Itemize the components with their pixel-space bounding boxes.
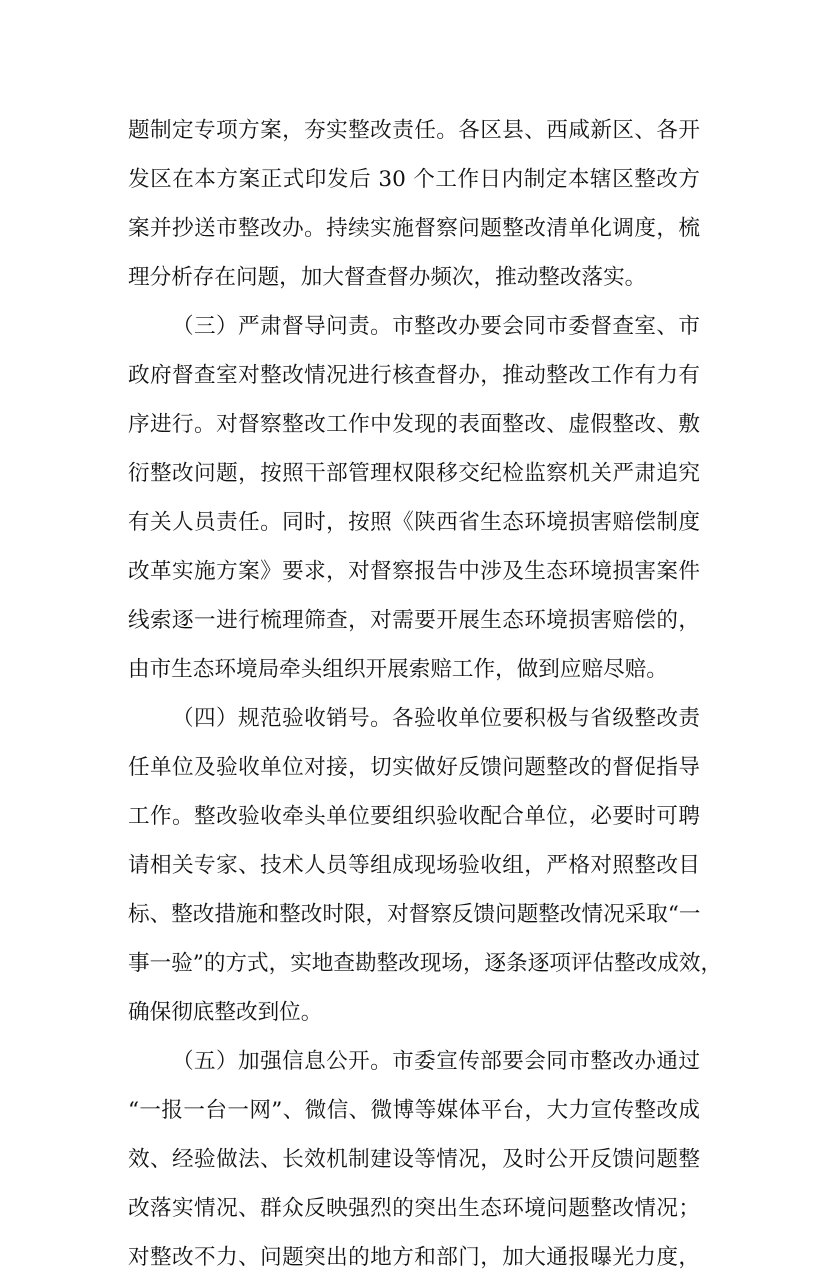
body-text	[128, 106, 723, 1282]
text-line: 任单位及验收单位对接，切实做好反馈问题整改的督促指导	[128, 755, 700, 780]
text-line: 请相关专家、技术人员等组成现场验收组，严格对照整改目	[128, 853, 700, 878]
text-line: 对整改不力、问题突出的地方和部门，加大通报曝光力度，	[128, 1245, 700, 1270]
text-line: 发区在本方案正式印发后 30 个工作日内制定本辖区整改方	[128, 167, 700, 192]
section-heading-line: （四）规范验收销号。各验收单位要积极与省级整改责	[172, 706, 700, 731]
text-line: 确保彻底整改到位。	[128, 1000, 323, 1025]
text-line: 题制定专项方案，夯实整改责任。各区县、西咸新区、各开	[128, 118, 700, 143]
text-line: 政府督查室对整改情况进行核查督办，推动整改工作有力有	[128, 363, 700, 388]
section-heading-line: （三）严肃督导问责。市整改办要会同市委督查室、市	[172, 314, 700, 339]
text-line: 标、整改措施和整改时限，对督察反馈问题整改情况采取“一	[128, 902, 701, 927]
text-line: 改落实情况、群众反映强烈的突出生态环境问题整改情况；	[128, 1196, 700, 1221]
text-line: 有关人员责任。同时，按照《陕西省生态环境损害赔偿制度	[128, 510, 700, 535]
text-line: 序进行。对督察整改工作中发现的表面整改、虚假整改、敷	[128, 412, 700, 437]
text-line: 线索逐一进行梳理筛查，对需要开展生态环境损害赔偿的，	[128, 608, 700, 633]
text-line: 工作。整改验收牵头单位要组织验收配合单位，必要时可聘	[128, 804, 700, 829]
text-line: 理分析存在问题，加大督查督办频次，推动整改落实。	[128, 265, 647, 290]
text-line: 由市生态环境局牵头组织开展索赔工作，做到应赔尽赔。	[128, 657, 668, 682]
text-line: 衍整改问题，按照干部管理权限移交纪检监察机关严肃追究	[128, 461, 700, 486]
text-line: 效、经验做法、长效机制建设等情况，及时公开反馈问题整	[128, 1147, 700, 1172]
text-line: 改革实施方案》要求，对督察报告中涉及生态环境损害案件	[128, 559, 700, 584]
text-line: “一报一台一网”、微信、微博等媒体平台，大力宣传整改成	[128, 1098, 700, 1123]
text-line: 事一验”的方式，实地查勘整改现场，逐条逐项评估整改成效，	[128, 951, 723, 976]
section-heading-line: （五）加强信息公开。市委宣传部要会同市整改办通过	[172, 1049, 700, 1074]
text-line: 案并抄送市整改办。持续实施督察问题整改清单化调度，梳	[128, 216, 700, 241]
